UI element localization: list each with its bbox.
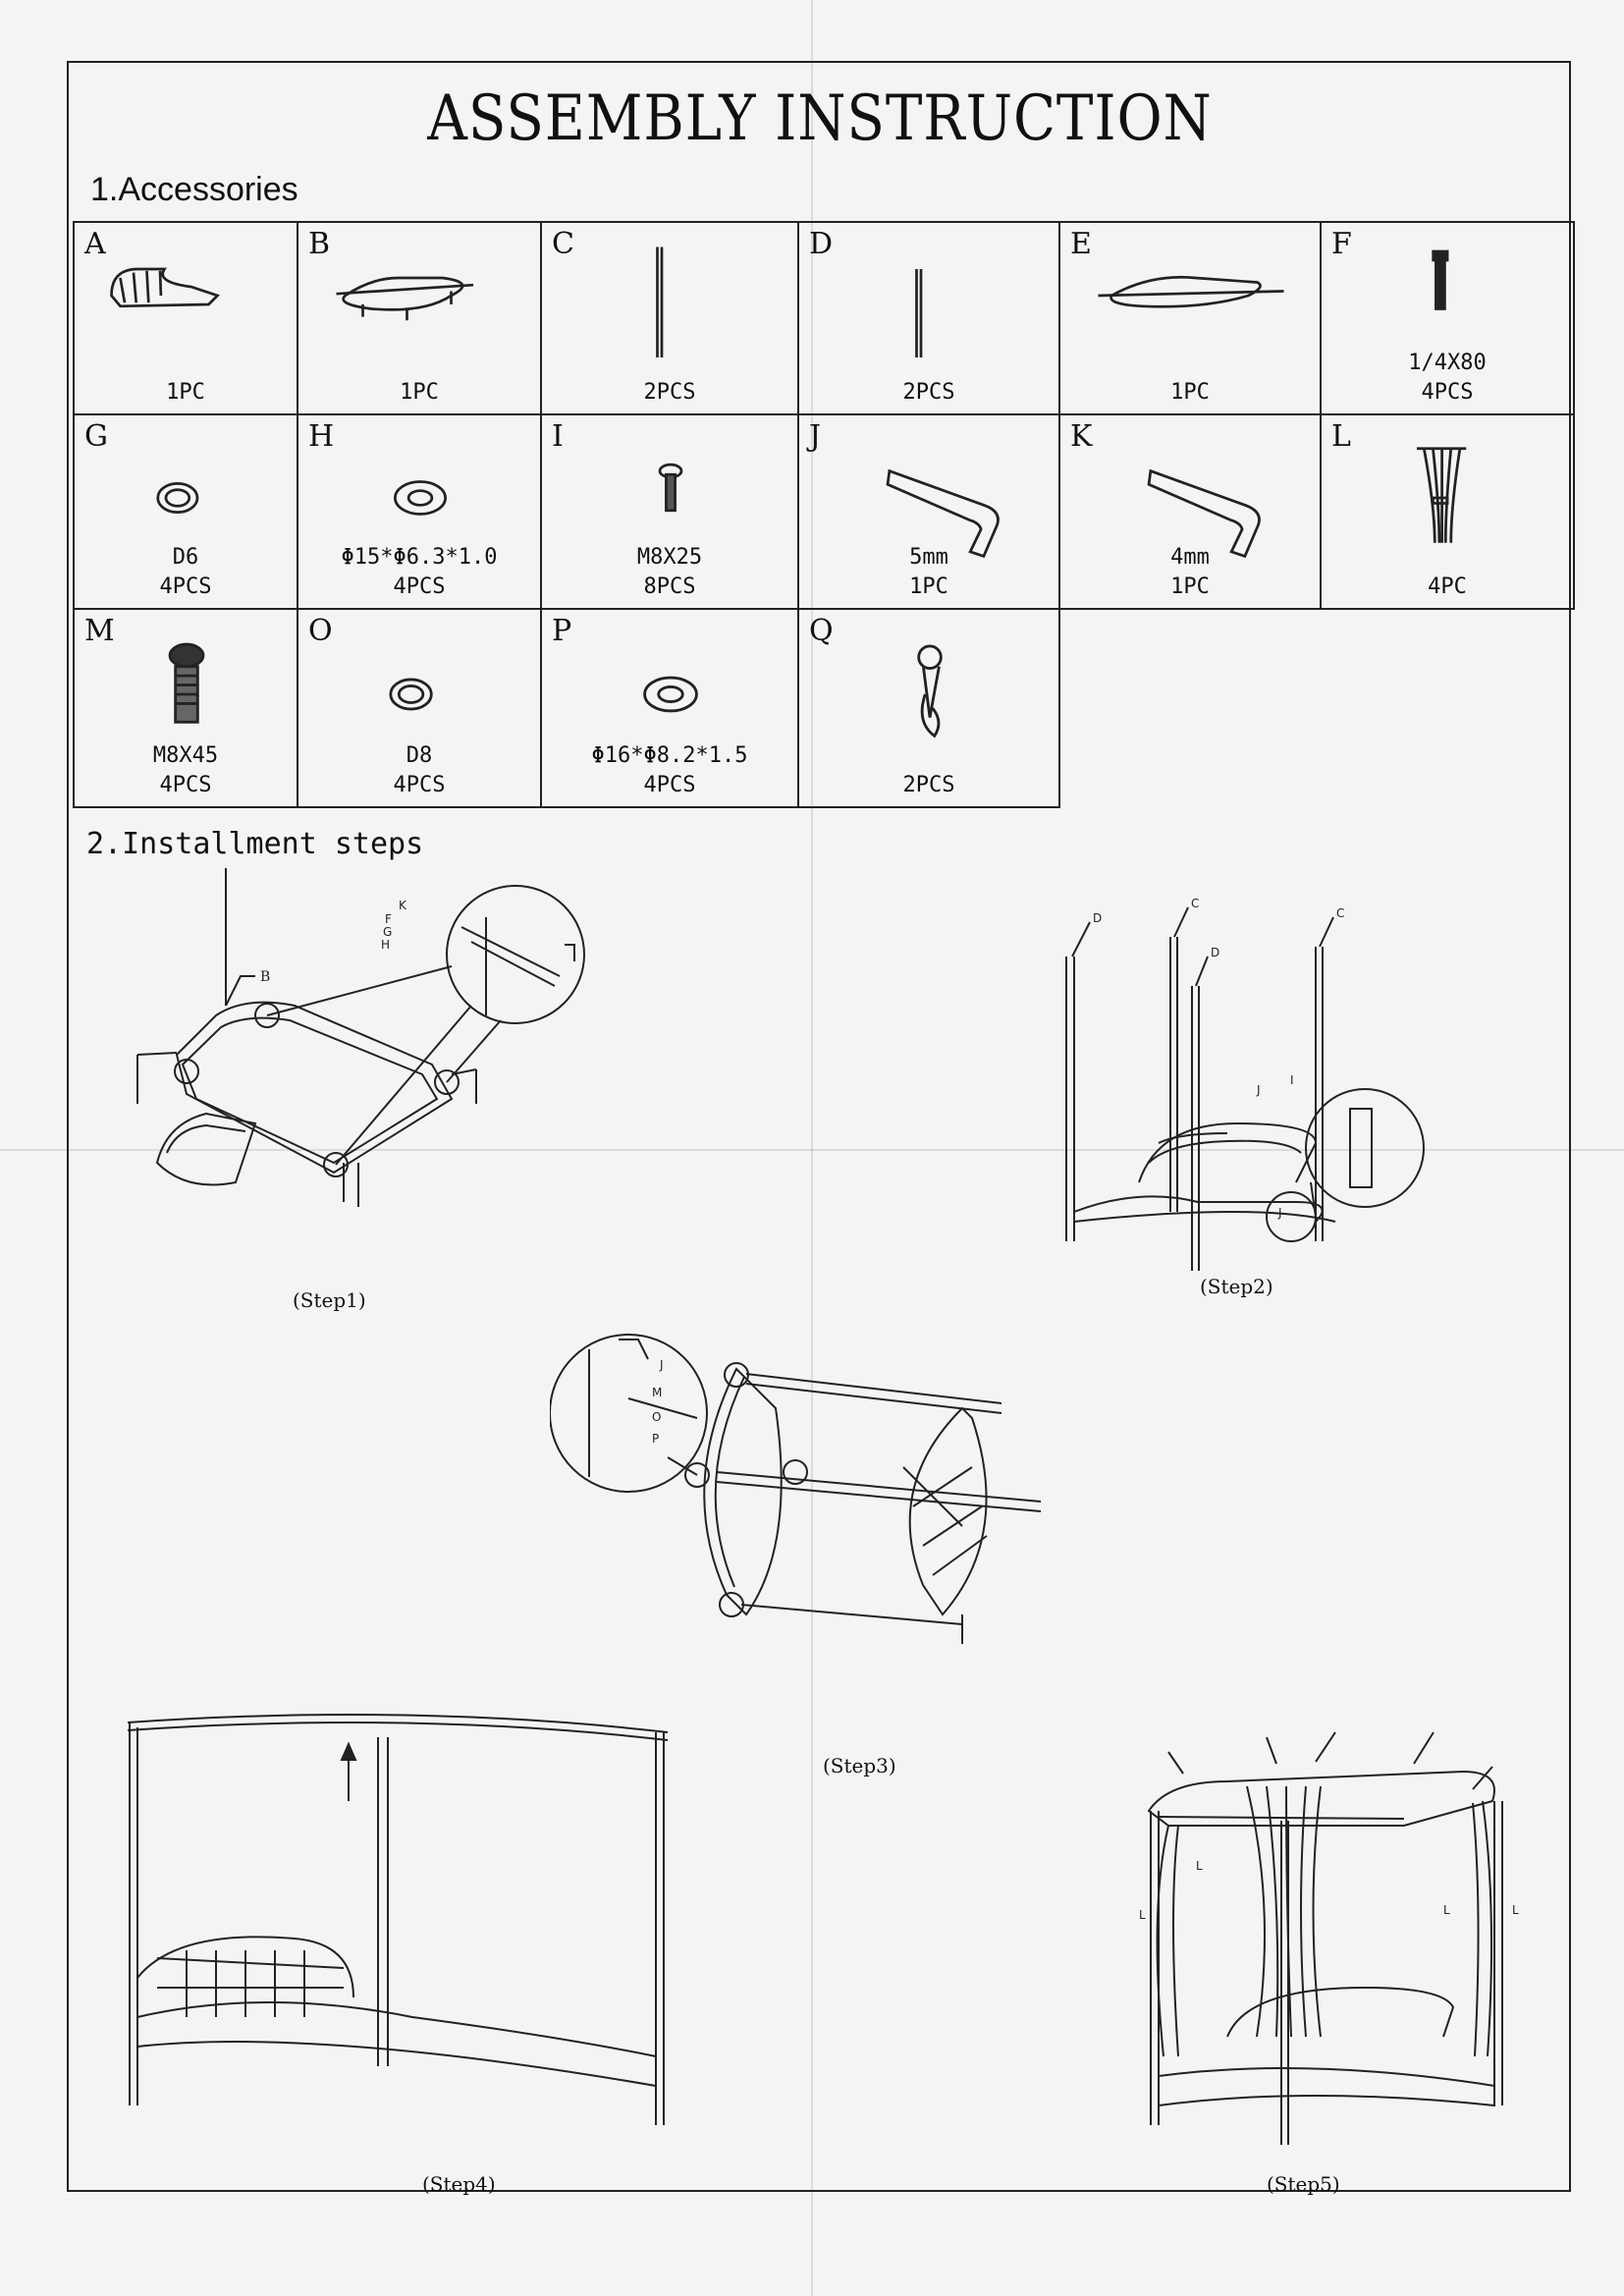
svg-text:G: G bbox=[383, 925, 393, 939]
accessory-caption bbox=[799, 378, 1058, 408]
step1-label: (Step1) bbox=[293, 1288, 366, 1312]
accessory-caption-line: 4PC bbox=[1428, 574, 1467, 599]
allen-key-icon bbox=[799, 435, 1060, 561]
accessory-caption-line: 1PC bbox=[166, 380, 205, 405]
svg-text:J: J bbox=[1257, 1083, 1261, 1097]
accessory-letter: O bbox=[308, 614, 333, 648]
accessory-cell-b bbox=[297, 221, 542, 415]
accessory-caption bbox=[1322, 573, 1573, 602]
accessory-caption bbox=[799, 543, 1058, 602]
instruction-sheet bbox=[67, 61, 1571, 2196]
accessory-letter: F bbox=[1331, 227, 1352, 261]
accessory-letter: J bbox=[809, 419, 822, 454]
accessory-caption bbox=[1322, 349, 1573, 408]
accessory-caption bbox=[75, 378, 297, 408]
accessory-caption bbox=[1060, 543, 1320, 602]
accessory-cell-a bbox=[73, 221, 298, 415]
step3-label: (Step3) bbox=[823, 1754, 896, 1777]
svg-text:O: O bbox=[652, 1410, 662, 1424]
accessory-caption-line: 4mm bbox=[1170, 545, 1210, 570]
accessory-caption-line: M8X45 bbox=[152, 743, 219, 768]
svg-text:K: K bbox=[399, 899, 406, 912]
accessory-caption-line: D6 bbox=[172, 545, 199, 570]
step4-drawing bbox=[118, 1693, 766, 2155]
accessory-cell-q bbox=[797, 608, 1060, 808]
svg-text:J: J bbox=[660, 1358, 664, 1372]
accessory-caption-line: 2PCS bbox=[902, 773, 955, 797]
accessory-letter: K bbox=[1070, 419, 1093, 454]
accessory-cell-p bbox=[540, 608, 799, 808]
accessory-letter: D bbox=[809, 227, 834, 261]
svg-text:D: D bbox=[1093, 911, 1103, 925]
accessory-letter: G bbox=[84, 419, 108, 454]
spring-washer-icon bbox=[75, 435, 298, 561]
svg-text:P: P bbox=[652, 1432, 660, 1446]
step1-drawing bbox=[98, 868, 687, 1300]
accessory-letter: L bbox=[1331, 419, 1351, 454]
accessory-caption bbox=[799, 771, 1058, 800]
svg-text:C: C bbox=[1336, 906, 1345, 920]
canopy-seat-frame-icon bbox=[75, 243, 298, 366]
allen-key-icon bbox=[1060, 435, 1322, 561]
accessory-cell-g bbox=[73, 413, 298, 610]
accessory-cell-k bbox=[1058, 413, 1322, 610]
hex-bolt-icon bbox=[75, 629, 298, 759]
flat-washer-icon bbox=[298, 435, 542, 561]
base-frame-icon bbox=[298, 243, 542, 366]
accessory-caption-line: 1PC bbox=[400, 380, 439, 405]
accessory-caption-line: 1PC bbox=[1170, 574, 1210, 599]
accessory-caption-line: 4PCS bbox=[393, 574, 446, 599]
accessory-caption-line: M8X25 bbox=[636, 545, 703, 570]
accessory-caption bbox=[298, 543, 540, 602]
accessories-heading: 1.Accessories bbox=[90, 171, 298, 208]
accessory-cell-c bbox=[540, 221, 799, 415]
accessory-cell-d bbox=[797, 221, 1060, 415]
accessory-cell-l bbox=[1320, 413, 1575, 610]
accessory-cell-f bbox=[1320, 221, 1575, 415]
accessory-cell-o bbox=[297, 608, 542, 808]
accessory-caption-line: 1PC bbox=[1170, 380, 1210, 405]
accessory-caption-line: 2PCS bbox=[643, 380, 696, 405]
step2-label: (Step2) bbox=[1200, 1275, 1273, 1298]
accessory-letter: B bbox=[308, 227, 331, 261]
accessory-caption-line: D8 bbox=[406, 743, 433, 768]
accessory-caption-line: Φ15*Φ6.3*1.0 bbox=[341, 545, 498, 570]
step4-label: (Step4) bbox=[422, 2172, 496, 2196]
svg-text:L: L bbox=[1512, 1903, 1519, 1917]
accessory-cell-i bbox=[540, 413, 799, 610]
svg-text:D: D bbox=[1211, 946, 1220, 959]
accessory-cell-m bbox=[73, 608, 298, 808]
steps-heading: 2.Installment steps bbox=[86, 827, 424, 861]
svg-text:F: F bbox=[385, 912, 392, 926]
accessory-caption bbox=[298, 741, 540, 800]
accessory-cell-h bbox=[297, 413, 542, 610]
accessory-letter: H bbox=[308, 419, 335, 454]
svg-text:C: C bbox=[1191, 897, 1200, 910]
hanging-hook-icon bbox=[799, 629, 1060, 759]
accessory-caption-line: 2PCS bbox=[902, 380, 955, 405]
accessory-caption-line: 4PCS bbox=[393, 773, 446, 797]
accessory-caption bbox=[542, 543, 797, 602]
accessory-caption-line: 4PCS bbox=[643, 773, 696, 797]
screw-icon bbox=[542, 435, 799, 561]
top-ring-frame-icon bbox=[1060, 243, 1322, 366]
accessory-caption-line: 4PCS bbox=[159, 773, 212, 797]
accessories-table bbox=[74, 222, 1572, 811]
short-pole-icon bbox=[799, 243, 1060, 366]
accessory-caption bbox=[298, 378, 540, 408]
step5-drawing bbox=[1110, 1713, 1561, 2164]
svg-text:J: J bbox=[1278, 1206, 1282, 1220]
page-title: ASSEMBLY INSTRUCTION bbox=[427, 82, 1213, 155]
accessory-caption bbox=[75, 741, 297, 800]
accessory-letter: A bbox=[84, 227, 106, 261]
accessory-caption-line: 1PC bbox=[909, 574, 948, 599]
svg-text:B: B bbox=[260, 969, 271, 985]
curtain-icon bbox=[1322, 435, 1575, 561]
flat-washer-icon bbox=[542, 629, 799, 759]
svg-text:L: L bbox=[1196, 1859, 1203, 1873]
accessory-caption bbox=[75, 543, 297, 602]
svg-text:L: L bbox=[1139, 1908, 1146, 1922]
accessory-caption-line: Φ16*Φ8.2*1.5 bbox=[591, 743, 748, 768]
accessory-cell-e bbox=[1058, 221, 1322, 415]
svg-text:I: I bbox=[1290, 1073, 1294, 1087]
spring-washer-icon bbox=[298, 629, 542, 759]
accessory-letter: Q bbox=[809, 614, 834, 648]
accessory-caption-line: 5mm bbox=[909, 545, 948, 570]
svg-text:H: H bbox=[381, 938, 391, 952]
accessory-caption bbox=[542, 741, 797, 800]
accessory-letter: M bbox=[84, 614, 115, 648]
accessory-caption-line: 4PCS bbox=[1421, 380, 1474, 405]
accessory-letter: E bbox=[1070, 227, 1092, 261]
accessory-caption bbox=[1060, 378, 1320, 408]
step2-drawing bbox=[962, 848, 1551, 1310]
accessory-caption-line: 1/4X80 bbox=[1408, 351, 1487, 375]
accessory-caption-line: 8PCS bbox=[643, 574, 696, 599]
step5-label: (Step5) bbox=[1267, 2172, 1340, 2196]
accessory-caption bbox=[542, 378, 797, 408]
accessory-letter: I bbox=[552, 419, 564, 454]
svg-text:L: L bbox=[1443, 1903, 1450, 1917]
svg-text:M: M bbox=[652, 1386, 663, 1399]
long-pole-icon bbox=[542, 243, 799, 366]
accessory-letter: C bbox=[552, 227, 574, 261]
accessory-caption-line: 4PCS bbox=[159, 574, 212, 599]
accessory-cell-j bbox=[797, 413, 1060, 610]
accessory-letter: P bbox=[552, 614, 572, 648]
